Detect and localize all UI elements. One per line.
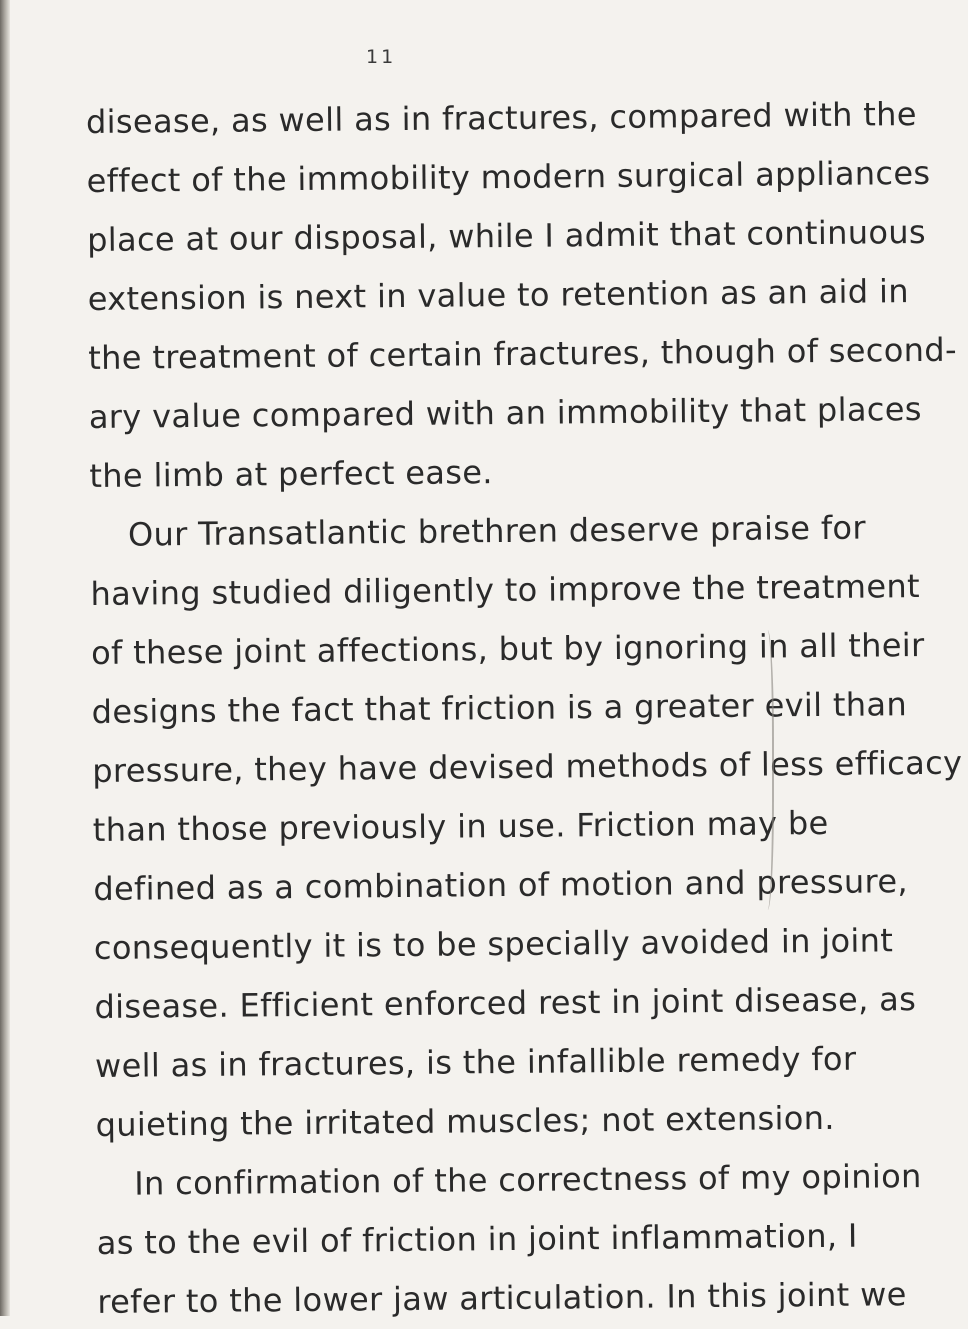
paragraph-first-line: In confirmation of the correctness of my opinion [134,1157,922,1203]
text-line: refer to the lower jaw articulation. In this joint we [97,1275,907,1321]
text-line: defined as a combination of motion and pressure, [93,862,909,908]
paragraph-first-line: Our Transatlantic brethren deserve praise for [127,508,867,554]
text-line: than those previously in use. Friction may be [92,803,829,849]
text-line: designs the fact that friction is a greater evil than [91,685,908,731]
margin-pencil-mark [758,630,774,910]
text-line: the treatment of certain fractures, though of second- [88,330,958,377]
text-line: well as in fractures, is the infallible remedy for [94,1039,857,1085]
text-line: of these joint affections, but by ignoring in all their [90,625,925,672]
text-line: quieting the irritated muscles; not extension. [95,1098,836,1144]
page-number: 11 [366,46,397,68]
text-line: ary value compared with an immobility that places [88,389,922,436]
text-line: the limb at perfect ease. [89,453,494,495]
text-line: effect of the immobility modern surgical appliances [86,153,931,200]
text-line: pressure, they have devised methods of less efficacy [92,743,963,790]
text-line: disease, as well as in fractures, compared with the [85,95,918,141]
text-line: consequently it is to be specially avoided in joint [93,921,894,967]
text-line: as to the evil of friction in joint inflammation, I [96,1216,858,1262]
text-line: extension is next in value to retention as an aid in [87,272,910,318]
text-line: having studied diligently to improve the treatment [90,567,921,613]
text-line: disease. Efficient enforced rest in joint disease, as [94,980,917,1026]
text-line: place at our disposal, while I admit that continuous [86,212,927,259]
